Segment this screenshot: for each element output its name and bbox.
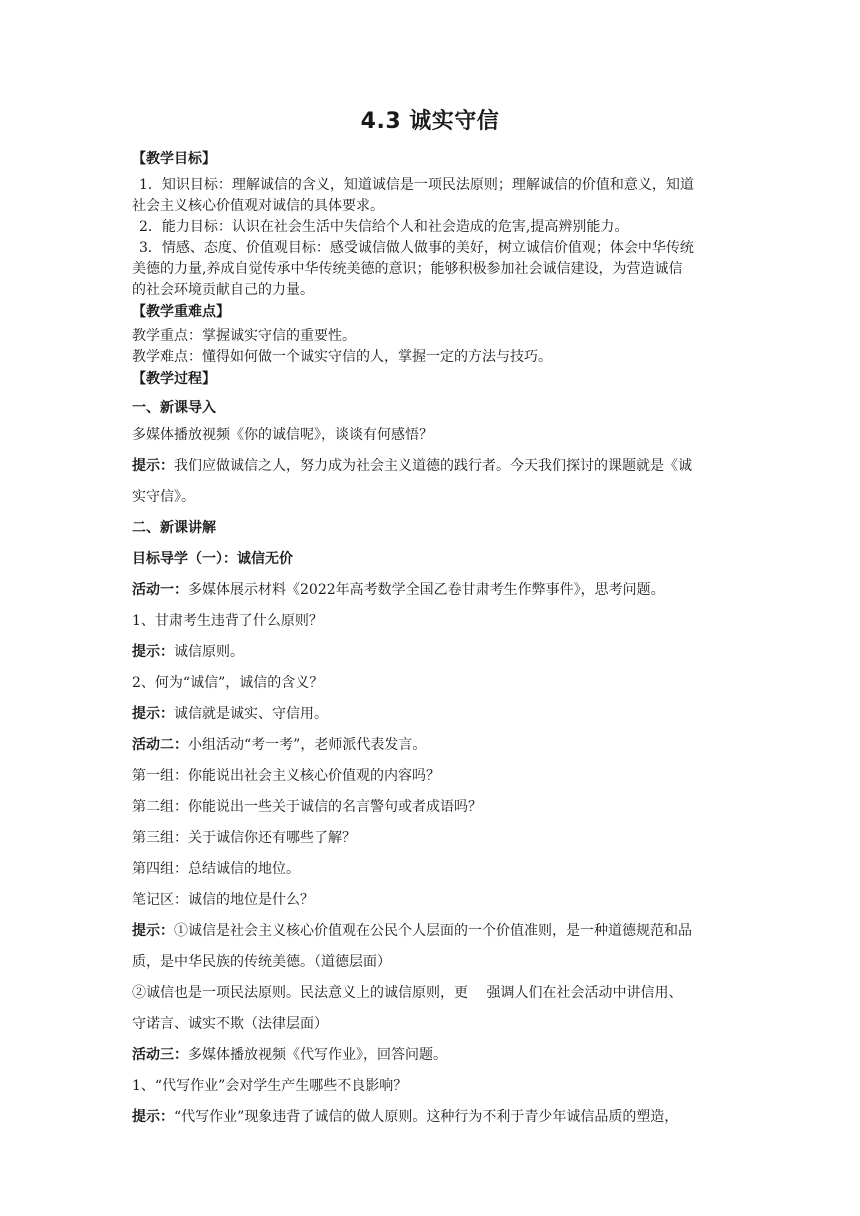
group-4-task: 第四组：总结诚信的地位。 [132, 861, 300, 877]
activity-3: 活动三：多媒体播放视频《代写作业》，回答问题。 [132, 1047, 447, 1063]
group-1-task: 第一组：你能说出社会主义核心价值观的内容吗？ [132, 768, 440, 784]
key-point-difficulty: 教学难点：懂得如何做一个诚实守信的人，掌握一定的方法与技巧。 [132, 349, 552, 365]
notes-hint-line-1: 提示：①诚信是社会主义核心价值观在公民个人层面的一个价值准则，是一种道德规范和品 [132, 923, 692, 939]
guide-1-heading: 目标导学（一）：诚信无价 [132, 551, 293, 567]
group-3-task: 第三组：关于诚信你还有哪些了解？ [132, 830, 356, 846]
goal-item-3-line-3: 的社会环境贡献自己的力量。 [132, 282, 314, 298]
goal-item-1-line-2: 社会主义核心价值观对诚信的具体要求。 [132, 198, 384, 214]
intro-activity: 多媒体播放视频《你的诚信呢》，谈谈有何感悟？ [132, 427, 433, 443]
group-2-task: 第二组：你能说出一些关于诚信的名言警句或者成语吗？ [132, 799, 482, 815]
section-intro-heading: 一、新课导入 [132, 400, 216, 416]
teaching-process-heading: 【教学过程】 [132, 371, 216, 387]
goal-item-1-line-1: 1．知识目标：理解诚信的含义，知道诚信是一项民法原则；理解诚信的价值和意义，知道 [139, 177, 694, 193]
question-3: 1、“代写作业”会对学生产生哪些不良影响？ [132, 1078, 408, 1094]
activity-1: 活动一：多媒体展示材料《2022年高考数学全国乙卷甘肃考生作弊事件》，思考问题。 [132, 582, 665, 598]
notes-hint-line-2: 质，是中华民族的传统美德。（道德层面） [132, 954, 391, 970]
hint-label: 提示： [132, 458, 174, 474]
question-2: 2、何为“诚信”，诚信的含义？ [132, 675, 324, 691]
notes-question: 笔记区：诚信的地位是什么？ [132, 892, 314, 908]
answer-3: 提示：“代写作业”现象违背了诚信的做人原则。这种行为不利于青少年诚信品质的塑造， [132, 1109, 679, 1125]
key-points-heading: 【教学重难点】 [132, 304, 230, 320]
question-1: 1、甘肃考生违背了什么原则？ [132, 613, 323, 629]
goal-item-3-line-1: 3．情感、态度、价值观目标：感受诚信做人做事的美好，树立诚信价值观；体会中华传统 [139, 240, 694, 256]
notes-hint-line-3: ②诚信也是一项民法原则。民法意义上的诚信原则，更 强调人们在社会活动中讲信用、 [132, 985, 683, 1001]
goal-item-2: 2．能力目标：认识在社会生活中失信给个人和社会造成的危害,提高辨别能力。 [139, 219, 629, 235]
notes-hint-line-4: 守诺言、诚实不欺（法律层面） [132, 1016, 328, 1032]
document-title: 4.3 诚实守信 [360, 109, 500, 134]
document-body [132, 148, 732, 1133]
teaching-goals-heading: 【教学目标】 [132, 151, 216, 167]
activity-2: 活动二：小组活动“考一考”，老师派代表发言。 [132, 737, 427, 753]
answer-1: 提示：诚信原则。 [132, 644, 244, 660]
goal-item-3-line-2: 美德的力量,养成自觉传承中华传统美德的意识；能够积极参加社会诚信建设，为营造诚信 [132, 261, 683, 277]
intro-hint-line-1: 提示：我们应做诚信之人，努力成为社会主义道德的践行者。今天我们探讨的课题就是《诚 [132, 458, 692, 474]
answer-2: 提示：诚信就是诚实、守信用。 [132, 706, 328, 722]
key-point-focus: 教学重点：掌握诚实守信的重要性。 [132, 328, 356, 344]
intro-hint-line-2: 实守信》。 [132, 489, 195, 505]
section-lecture-heading: 二、新课讲解 [132, 520, 216, 536]
